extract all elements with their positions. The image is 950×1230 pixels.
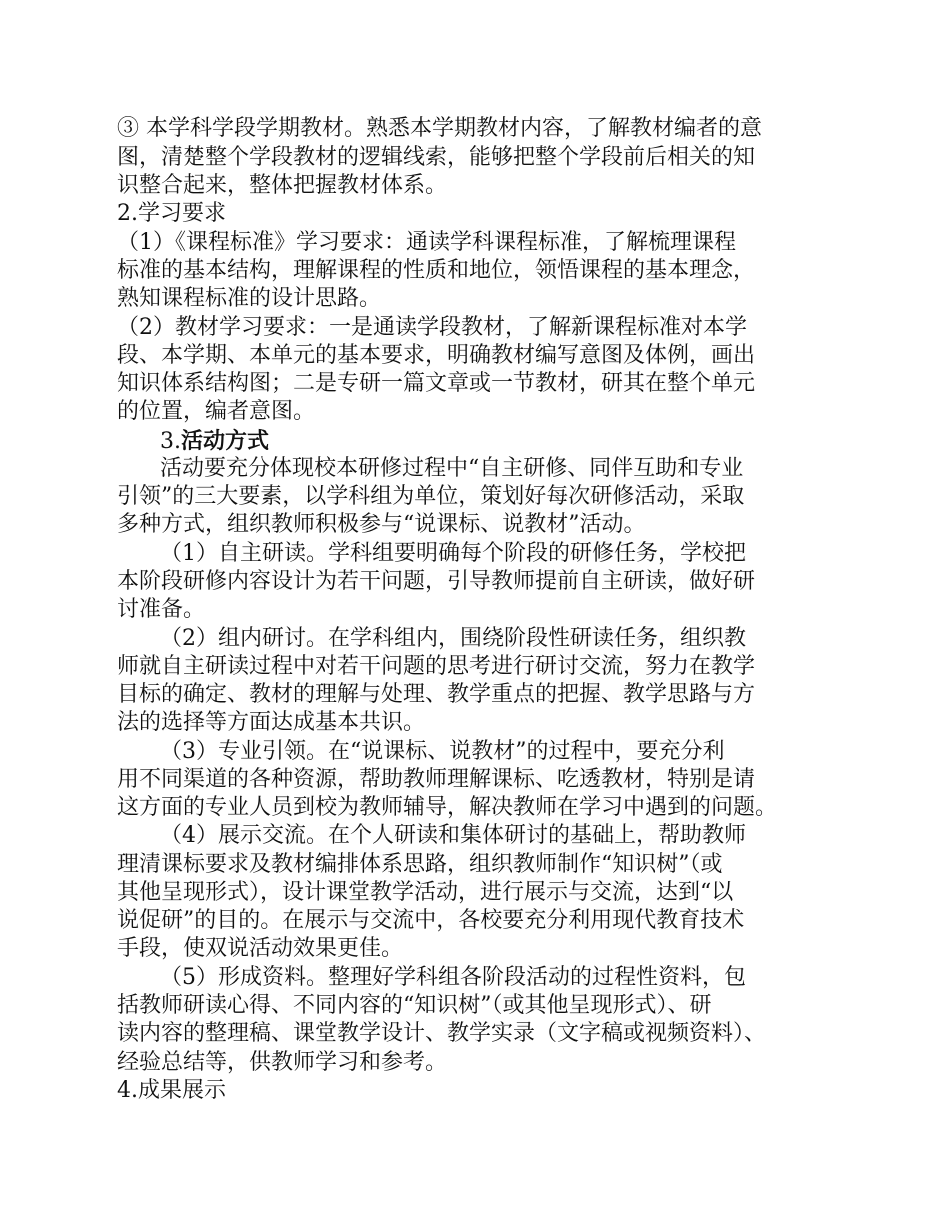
text-line: （4）展示交流。在个人研读和集体研讨的基础上，帮助教师 bbox=[160, 823, 746, 848]
text-line: （2）教材学习要求：一是通读学段教材，了解新课程标准对本学 bbox=[117, 315, 747, 340]
text-line: 经验总结等，供教师学习和参考。 bbox=[117, 1050, 448, 1075]
text-line: （1）自主研读。学科组要明确每个阶段的研修任务，学校把 bbox=[160, 541, 746, 566]
text-line: 师就自主研读过程中对若干问题的思考进行研讨交流，努力在教学 bbox=[117, 654, 756, 679]
text-line: 段、本学期、本单元的基本要求，明确教材编写意图及体例，画出 bbox=[117, 343, 756, 368]
text-line: 法的选择等方面达成基本共识。 bbox=[117, 710, 426, 735]
text-line: 理清课标要求及教材编排体系思路，组织教师制作“知识树”（或 bbox=[117, 852, 723, 877]
text-line: 熟知课程标准的设计思路。 bbox=[117, 286, 382, 311]
text-line: 其他呈现形式），设计课堂教学活动，进行展示与交流，达到“以 bbox=[117, 880, 734, 905]
section-heading: 4.成果展示 bbox=[117, 1078, 226, 1103]
section-number: 3. bbox=[160, 429, 181, 454]
text-line: 读内容的整理稿、课堂教学设计、教学实录（文字稿或视频资料）、 bbox=[117, 1021, 767, 1046]
text-line: （5）形成资料。整理好学科组各阶段活动的过程性资料，包 bbox=[160, 965, 746, 990]
text-line: 的位置，编者意图。 bbox=[117, 399, 316, 424]
section-heading bbox=[160, 427, 269, 456]
text-line: 标准的基本结构，理解课程的性质和地位，领悟课程的基本理念， bbox=[117, 258, 756, 283]
text-line: ③ 本学科学段学期教材。熟悉本学期教材内容，了解教材编者的意 bbox=[117, 116, 762, 141]
text-line: 这方面的专业人员到校为教师辅导，解决教师在学习中遇到的问题。 bbox=[117, 795, 778, 820]
text-line: 活动要充分体现校本研修过程中“自主研修、同伴互助和专业 bbox=[160, 456, 744, 481]
text-line: （2）组内研讨。在学科组内，围绕阶段性研读任务，组织教 bbox=[160, 626, 746, 651]
text-line: 说促研”的目的。在展示与交流中，各校要充分利用现代教育技术 bbox=[117, 908, 745, 933]
text-line: 手段，使双说活动效果更佳。 bbox=[117, 936, 404, 961]
text-line: 本阶段研修内容设计为若干问题，引导教师提前自主研读，做好研 bbox=[117, 569, 756, 594]
text-line: （1）《课程标准》学习要求：通读学科课程标准，了解梳理课程 bbox=[117, 230, 736, 255]
text-line: 括教师研读心得、不同内容的“知识树”（或其他呈现形式）、研 bbox=[117, 993, 712, 1018]
text-line: 讨准备。 bbox=[117, 597, 206, 622]
text-line: 引领”的三大要素，以学科组为单位，策划好每次研修活动，采取 bbox=[117, 484, 745, 509]
section-heading: 2.学习要求 bbox=[117, 201, 226, 226]
text-line: 图，清楚整个学段教材的逻辑线索，能够把整个学段前后相关的知 bbox=[117, 145, 756, 170]
text-line: （3）专业引领。在“说课标、说教材”的过程中，要充分利 bbox=[160, 739, 725, 764]
section-title: 活动方式 bbox=[181, 428, 270, 454]
text-line: 识整合起来，整体把握教材体系。 bbox=[117, 173, 448, 198]
text-line: 用不同渠道的各种资源，帮助教师理解课标、吃透教材，特别是请 bbox=[117, 767, 756, 792]
text-line: 多种方式，组织教师积极参与“说课标、说教材”活动。 bbox=[117, 512, 646, 537]
text-line: 目标的确定、教材的理解与处理、教学重点的把握、教学思路与方 bbox=[117, 682, 756, 707]
text-line: 知识体系结构图；二是专研一篇文章或一节教材，研其在整个单元 bbox=[117, 371, 756, 396]
